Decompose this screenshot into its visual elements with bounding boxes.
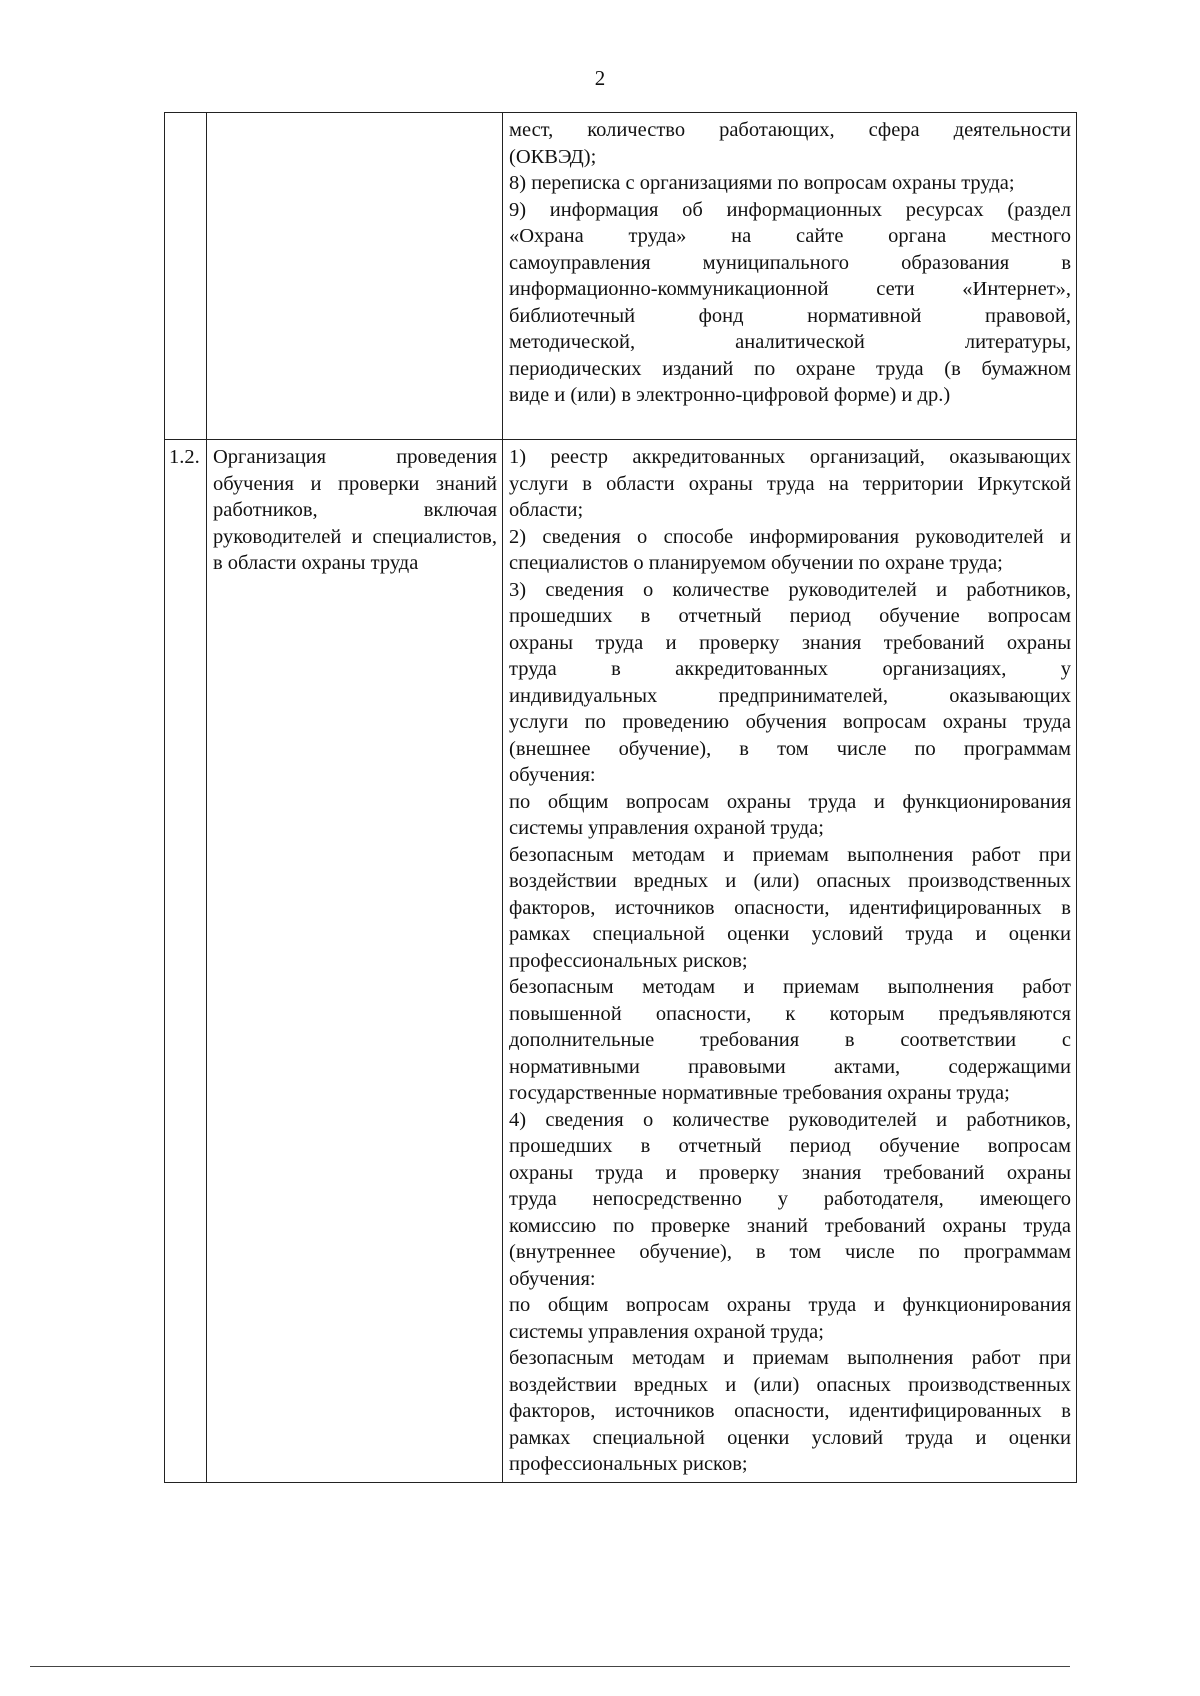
content-line: факторов, источников опасности, идентифицированных в: [509, 1400, 1071, 1422]
content-line: профессиональных рисков;: [509, 1453, 748, 1475]
content-line: безопасным методам и приемам выполнения работ при: [509, 1347, 1071, 1369]
content-line: 4) сведения о количестве руководителей и работников,: [509, 1108, 1071, 1131]
row-title-cell: Организация проведения обучения и проверки знаний работников, включая руководителей и специалистов, в области охраны труда: [207, 440, 503, 1483]
content-line: труда в аккредитованных организациях, у: [509, 658, 1071, 680]
content-line: самоуправления муниципального образования в: [509, 251, 1071, 274]
content-line: системы управления охраной труда;: [509, 817, 824, 839]
content-line: комиссию по проверке знаний требований охраны труда: [509, 1214, 1071, 1237]
content-line: воздействии вредных и (или) опасных производственных: [509, 1373, 1071, 1396]
content-line: специалистов о планируемом обучении по охране труда;: [509, 552, 1003, 574]
content-line: виде и (или) в электронно-цифровой форме) и др.): [509, 384, 951, 406]
content-line: 9) информация об информационных ресурсах (раздел: [509, 198, 1071, 221]
content-line: обучения:: [509, 1267, 596, 1290]
content-line: дополнительные требования в соответствии с: [509, 1029, 1071, 1051]
content-line: обучения:: [509, 764, 596, 786]
content-line: услуги по проведению обучения вопросам охраны труда: [509, 711, 1071, 733]
content-line: повышенной опасности, к которым предъявляются: [509, 1002, 1071, 1025]
content-line: мест, количество работающих, сфера деятельности: [509, 119, 1071, 141]
row-number-cell: [165, 113, 207, 440]
content-line: информационно-коммуникационной сети «Интернет»,: [509, 278, 1071, 300]
content-line: периодических изданий по охране труда (в бумажном: [509, 357, 1071, 380]
content-line: безопасным методам и приемам выполнения работ: [509, 976, 1071, 998]
content-line: по общим вопросам охраны труда и функционирования: [509, 790, 1071, 813]
table-row: [165, 440, 1077, 1483]
table-row: [165, 113, 1077, 440]
content-line: услуги в области охраны труда на территории Иркутской: [509, 472, 1071, 495]
content-line: области;: [509, 499, 584, 521]
content-line: 2) сведения о способе информирования руководителей и: [509, 525, 1071, 548]
content-line: охраны труда и проверку знания требований охраны: [509, 1161, 1071, 1184]
content-line: индивидуальных предпринимателей, оказывающих: [509, 684, 1071, 707]
content-line: государственные нормативные требования охраны труда;: [509, 1082, 1010, 1104]
content-line: (внешнее обучение), в том числе по программам: [509, 737, 1071, 760]
content-line: «Охрана труда» на сайте органа местного: [509, 225, 1071, 247]
row-content-cell: [503, 440, 1077, 1483]
content-line: 8) переписка с организациями по вопросам охраны труда;: [509, 172, 1015, 194]
content-line: (ОКВЭД);: [509, 145, 597, 168]
requirements-table: [164, 112, 1077, 1483]
content-line: по общим вопросам охраны труда и функционирования: [509, 1294, 1071, 1316]
content-line: труда непосредственно у работодателя, имеющего: [509, 1188, 1071, 1210]
content-line: (внутреннее обучение), в том числе по программам: [509, 1241, 1071, 1263]
content-line: системы управления охраной труда;: [509, 1320, 824, 1343]
content-line: 3) сведения о количестве руководителей и работников,: [509, 578, 1071, 601]
content-line: рамках специальной оценки условий труда и оценки: [509, 1426, 1071, 1449]
content-line: 1) реестр аккредитованных организаций, оказывающих: [509, 446, 1071, 468]
row-number-cell: 1.2.: [165, 440, 207, 1483]
row-title-cell: [207, 113, 503, 440]
content-line: прошедших в отчетный период обучение вопросам: [509, 605, 1071, 627]
content-line: рамках специальной оценки условий труда и оценки: [509, 923, 1071, 945]
content-line: безопасным методам и приемам выполнения работ при: [509, 843, 1071, 866]
content-line: факторов, источников опасности, идентифицированных в: [509, 896, 1071, 919]
content-line: охраны труда и проверку знания требований охраны: [509, 631, 1071, 654]
content-line: прошедших в отчетный период обучение вопросам: [509, 1135, 1071, 1157]
bottom-divider: [30, 1666, 1070, 1667]
content-line: методической, аналитической литературы,: [509, 331, 1071, 353]
content-line: профессиональных рисков;: [509, 949, 748, 972]
page-number: 2: [594, 66, 606, 90]
content-line: нормативными правовыми актами, содержащими: [509, 1055, 1071, 1078]
content-line: воздействии вредных и (или) опасных производственных: [509, 870, 1071, 892]
content-line: библиотечный фонд нормативной правовой,: [509, 304, 1071, 327]
row-content-cell: [503, 113, 1077, 440]
